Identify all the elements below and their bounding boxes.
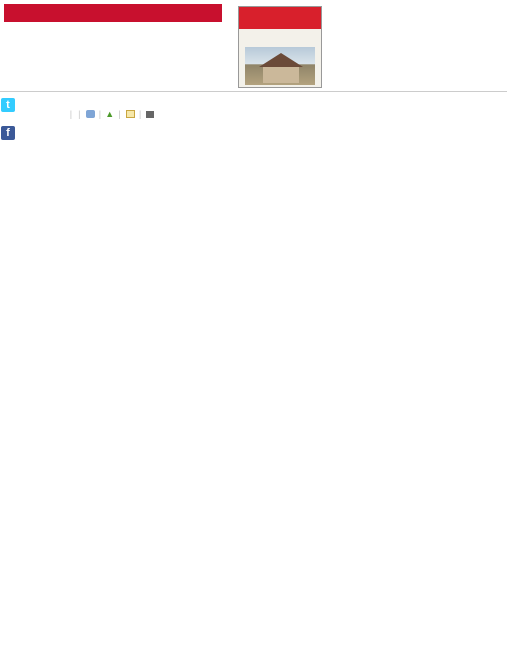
site-header xyxy=(0,0,507,92)
real-estate-ad-image[interactable] xyxy=(238,6,322,88)
meta-separator: | xyxy=(118,110,121,120)
meta-separator: | xyxy=(78,110,81,120)
ad-magazine-title xyxy=(239,7,321,29)
facebook-join-button[interactable] xyxy=(0,124,62,148)
twitter-follow-button[interactable] xyxy=(0,96,62,120)
meta-separator: | xyxy=(98,110,101,120)
comment-icon[interactable] xyxy=(86,110,95,118)
meta-separator: | xyxy=(139,110,142,120)
ad-magazine-subtitle xyxy=(239,29,321,33)
header-divider xyxy=(0,91,507,92)
article xyxy=(68,96,502,123)
house-roof xyxy=(259,53,303,67)
print-icon[interactable] xyxy=(146,111,154,118)
sidebar-nav xyxy=(0,96,62,649)
twitter-icon: t xyxy=(1,98,15,112)
house-wall xyxy=(263,67,299,83)
thumbs-up-icon[interactable]: ▲ xyxy=(105,109,115,119)
masthead-top[interactable] xyxy=(4,4,222,22)
article-meta xyxy=(68,108,502,121)
facebook-icon: f xyxy=(1,126,15,140)
email-icon[interactable] xyxy=(126,110,135,118)
meta-separator: | xyxy=(70,110,72,120)
